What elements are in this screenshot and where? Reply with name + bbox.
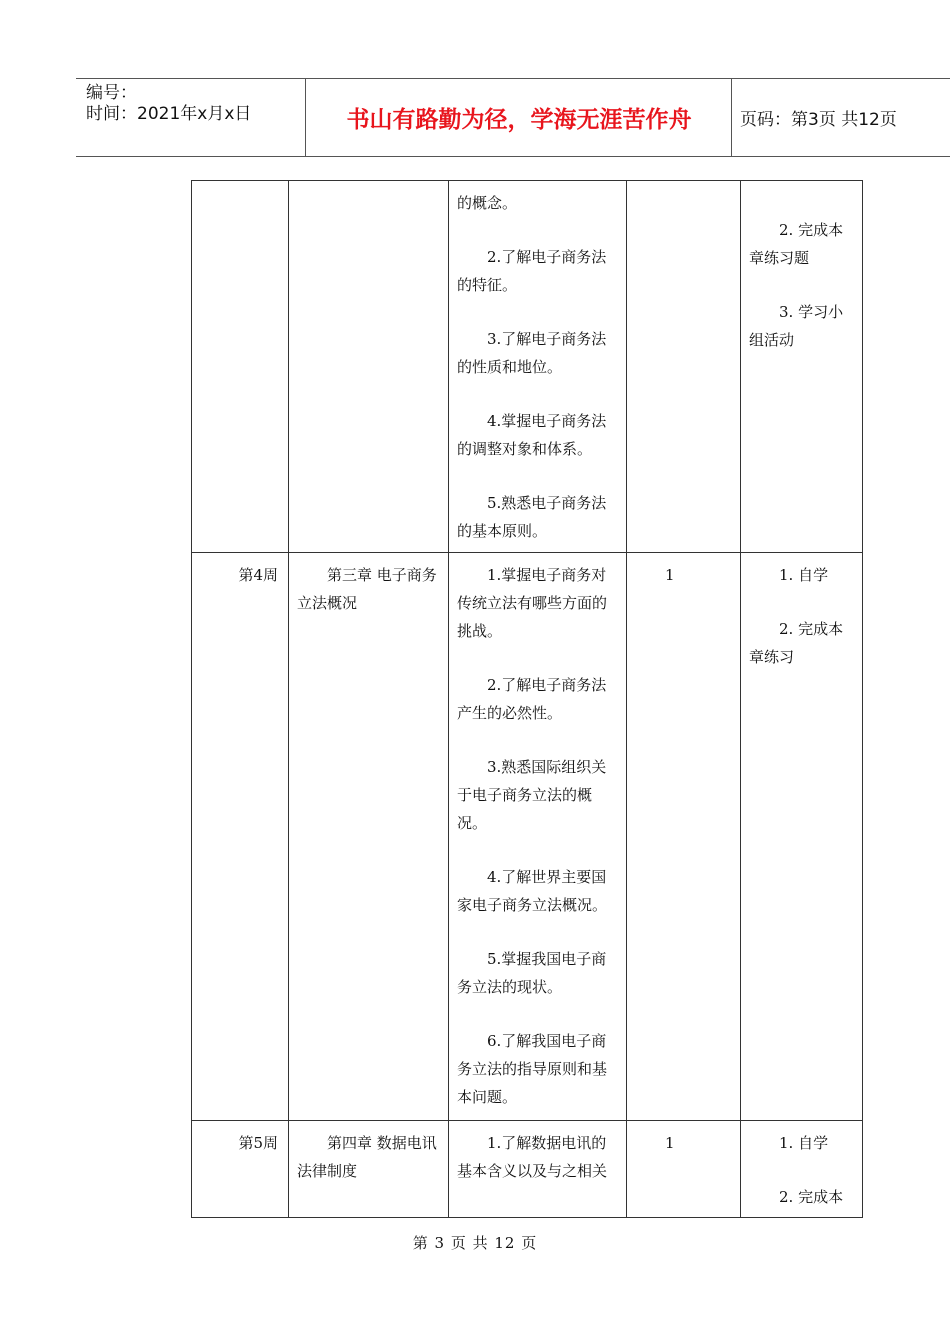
table-row [192, 181, 863, 553]
table-row [192, 1121, 863, 1218]
table-row [192, 553, 863, 1121]
objective-item: 5.掌握我国电子商务立法的现状。 [457, 950, 607, 996]
header-divider [731, 79, 732, 156]
objective-item: 3.熟悉国际组织关于电子商务立法的概况。 [457, 758, 607, 832]
chapter-cell [289, 181, 449, 553]
tasks-cell [741, 553, 863, 1121]
task-item: 2. 完成本章练习题 [749, 221, 844, 267]
header-meta [86, 83, 304, 125]
objective-item: 2.了解电子商务法产生的必然性。 [457, 676, 607, 722]
task-item: 3. 学习小组活动 [749, 303, 844, 349]
week-cell: 第4周 [192, 553, 289, 1121]
header-page-info: 页码：第3页 共12页 [740, 110, 897, 130]
task-item: 1. 自学 [779, 566, 829, 584]
objective-item: 1.掌握电子商务对传统立法有哪些方面的挑战。 [457, 566, 608, 640]
serial-label: 编号： [86, 83, 137, 103]
task-item: 2. 完成本章练习 [749, 620, 844, 666]
tasks-cell [741, 1121, 863, 1218]
objective-item: 的概念。 [457, 194, 518, 212]
objectives-cell [449, 553, 627, 1121]
objectives-cell [449, 181, 627, 553]
header-motto: 书山有路勤为径，学海无涯苦作舟 [346, 107, 692, 133]
hours-cell: 1 [627, 553, 741, 1121]
hours-cell: 1 [627, 1121, 741, 1218]
objective-item: 2.了解电子商务法的特征。 [457, 248, 607, 294]
chapter-text: 第三章 电子商务立法概况 [297, 566, 437, 612]
objective-item: 5.熟悉电子商务法的基本原则。 [457, 494, 607, 540]
objective-item: 6.了解我国电子商务立法的指导原则和基本问题。 [457, 1032, 608, 1106]
week-cell [192, 181, 289, 553]
chapter-cell [289, 553, 449, 1121]
objective-item: 4.掌握电子商务法的调整对象和体系。 [457, 412, 607, 458]
date-line: 时间：2021年x月x日 [86, 104, 252, 124]
objectives-cell [449, 1121, 627, 1218]
schedule-table-body [192, 181, 863, 1218]
objective-item: 4.了解世界主要国家电子商务立法概况。 [457, 868, 608, 914]
page-header [76, 78, 950, 157]
task-item: 1. 自学 [779, 1134, 829, 1152]
task-item: 2. 完成本 [779, 1188, 844, 1206]
page-footer: 第 3 页 共 12 页 [412, 1234, 538, 1252]
tasks-cell [741, 181, 863, 553]
chapter-text: 第四章 数据电讯法律制度 [297, 1134, 437, 1180]
chapter-cell [289, 1121, 449, 1218]
hours-cell [627, 181, 741, 553]
objective-item: 1.了解数据电讯的基本含义以及与之相关 [457, 1134, 608, 1180]
week-cell: 第5周 [192, 1121, 289, 1218]
objective-item: 3.了解电子商务法的性质和地位。 [457, 330, 607, 376]
schedule-table [191, 180, 863, 1218]
